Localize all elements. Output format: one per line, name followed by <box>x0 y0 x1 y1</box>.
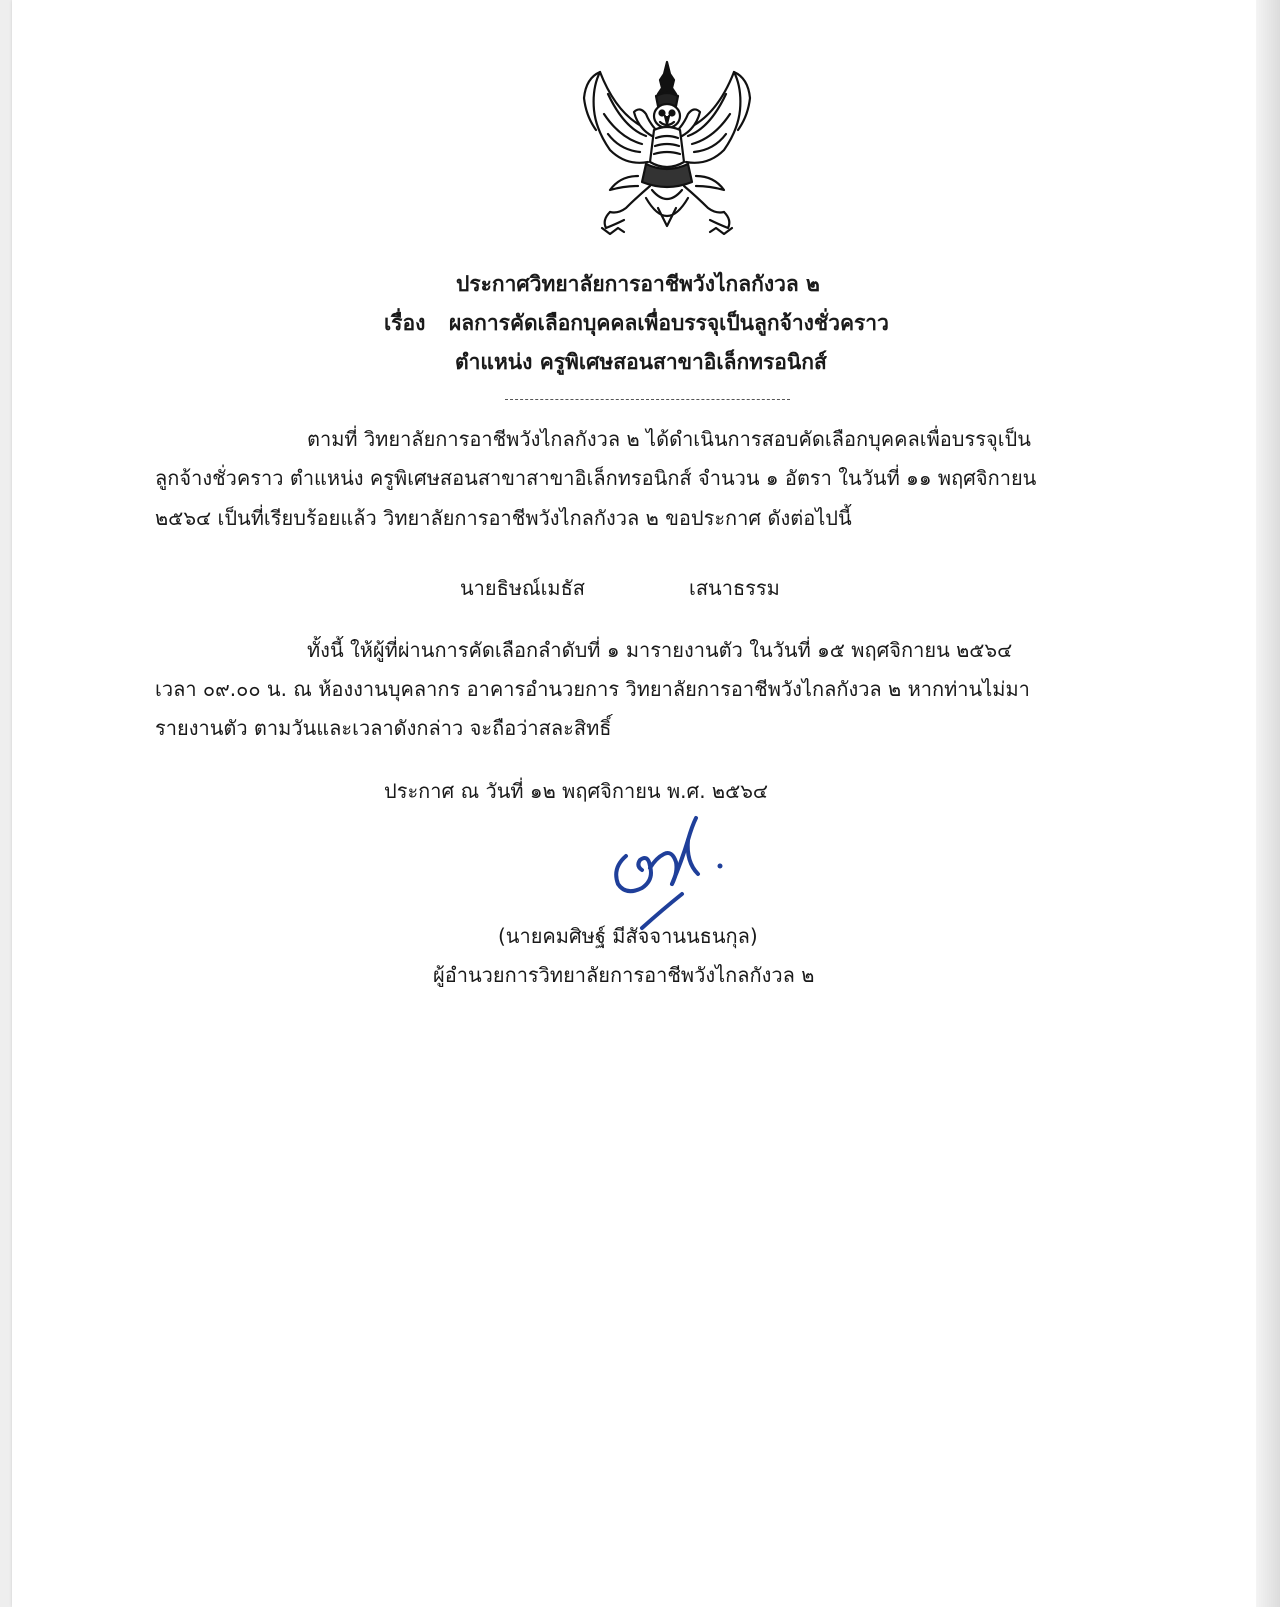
position-text: ตำแหน่ง ครูพิเศษสอนสาขาอิเล็กทรอนิกส์ <box>455 350 827 374</box>
document-page <box>12 0 1264 1607</box>
handwritten-signature <box>602 810 752 940</box>
paragraph-2-line-3: รายงานตัว ตามวันและเวลาดังกล่าว จะถือว่าสละสิทธิ์ <box>155 716 612 740</box>
signatory-name: (นายคมศิษฐ์ มีสัจจานนธนกุล) <box>498 924 758 948</box>
paragraph-1-line-1: ตามที่ วิทยาลัยการอาชีพวังไกลกังวล ๒ ได้ดำเนินการสอบคัดเลือกบุคคลเพื่อบรรจุเป็น <box>307 427 1031 451</box>
page-edge-shadow <box>1256 0 1280 1607</box>
heading-divider <box>505 399 790 400</box>
signatory-title: ผู้อำนวยการวิทยาลัยการอาชีพวังไกลกังวล ๒ <box>433 963 815 987</box>
subject-label: เรื่อง <box>384 311 426 335</box>
subject-text: ผลการคัดเลือกบุคคลเพื่อบรรจุเป็นลูกจ้างชั่วคราว <box>449 311 889 335</box>
paragraph-1-line-2: ลูกจ้างชั่วคราว ตำแหน่ง ครูพิเศษสอนสาขาสาขาอิเล็กทรอนิกส์ จำนวน ๑ อัตรา ในวันที่ ๑๑ พฤศจิกายน <box>155 466 1037 490</box>
announcement-date: ประกาศ ณ วันที่ ๑๒ พฤศจิกายน พ.ศ. ๒๕๖๔ <box>384 779 769 803</box>
selected-person-first-name: นายธิษณ์เมธัส <box>460 576 585 600</box>
paragraph-2-line-2: เวลา ๐๙.๐๐ น. ณ ห้องงานบุคลากร อาคารอำนวยการ วิทยาลัยการอาชีพวังไกลกังวล ๒ หากท่านไม่มา <box>155 677 1030 701</box>
announcement-title: ประกาศวิทยาลัยการอาชีพวังไกลกังวล ๒ <box>456 272 820 296</box>
paragraph-1-line-3: ๒๕๖๔ เป็นที่เรียบร้อยแล้ว วิทยาลัยการอาชีพวังไกลกังวล ๒ ขอประกาศ ดังต่อไปนี้ <box>155 506 852 530</box>
garuda-emblem-icon <box>580 58 754 236</box>
paragraph-2-line-1: ทั้งนี้ ให้ผู้ที่ผ่านการคัดเลือกลำดับที่ ๑ มารายงานตัว ในวันที่ ๑๕ พฤศจิกายน ๒๕๖๔ <box>307 638 1013 662</box>
selected-person-last-name: เสนาธรรม <box>689 576 780 600</box>
